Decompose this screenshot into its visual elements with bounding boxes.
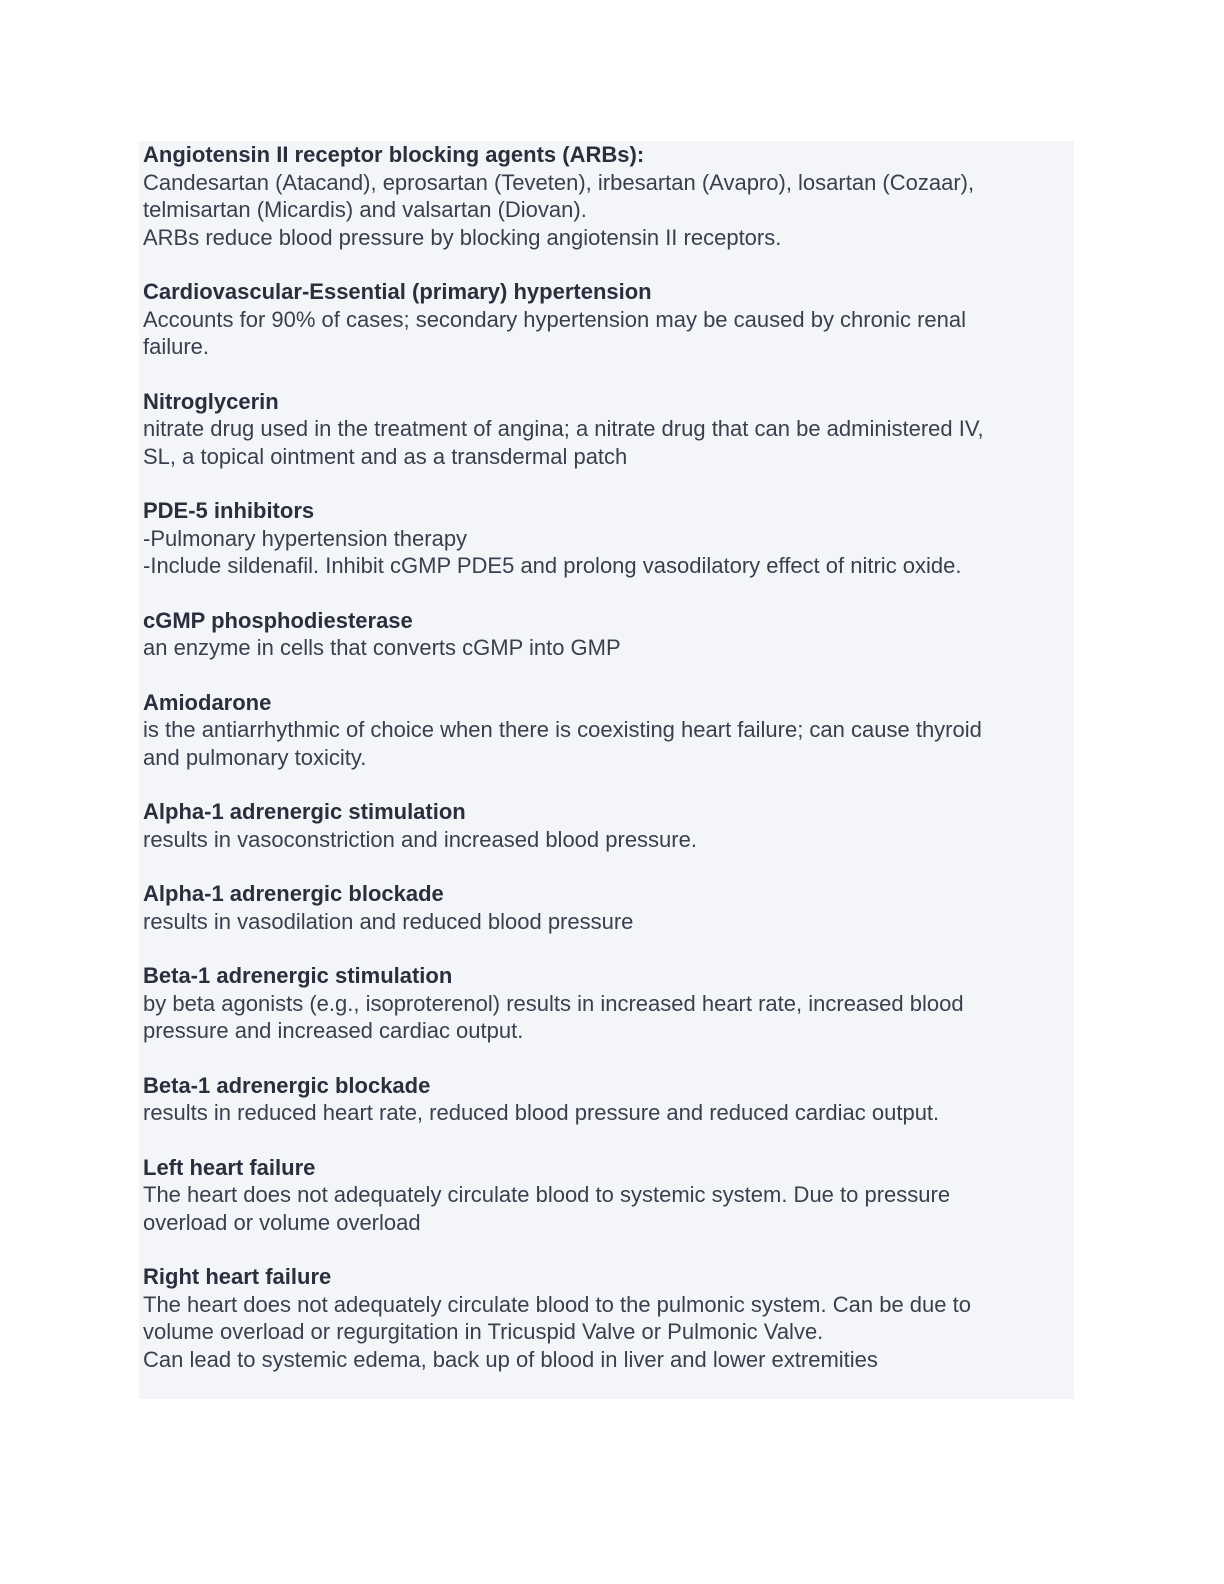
definition-line: -Pulmonary hypertension therapy	[143, 525, 468, 551]
definition-line: telmisartan (Micardis) and valsartan (Diovan).	[143, 197, 587, 222]
definition-line: Accounts for 90% of cases; secondary hypertension may be caused by chronic renal	[143, 306, 967, 332]
definition-line: volume overload or regurgitation in Tricuspid Valve or Pulmonic Valve.	[143, 1319, 824, 1344]
definition-line: ARBs reduce blood pressure by blocking angiotensin II receptors.	[143, 224, 782, 250]
term-heading: Angiotensin II receptor blocking agents (ARBs):	[143, 142, 645, 167]
term-heading: Amiodarone	[143, 689, 272, 715]
flashcard-list	[143, 141, 1068, 1400]
flashcard-entry	[143, 1154, 1068, 1237]
term-heading: Alpha-1 adrenergic stimulation	[143, 799, 466, 824]
definition-line: by beta agonists (e.g., isoproterenol) results in increased heart rate, increased blood	[143, 990, 964, 1016]
flashcard-entry	[143, 1263, 1068, 1373]
definition-line: an enzyme in cells that converts cGMP into GMP	[143, 635, 621, 660]
term-heading: Beta-1 adrenergic stimulation	[143, 963, 453, 988]
flashcard-entry	[143, 141, 1068, 251]
flashcard-entry	[143, 388, 1068, 471]
definition-line: Can lead to systemic edema, back up of blood in liver and lower extremities	[143, 1346, 878, 1372]
flashcard-entry	[143, 607, 1068, 662]
term-heading: Beta-1 adrenergic blockade	[143, 1072, 431, 1098]
flashcard-entry	[143, 962, 1068, 1045]
definition-line: results in reduced heart rate, reduced blood pressure and reduced cardiac output.	[143, 1100, 940, 1125]
flashcard-entry	[143, 689, 1068, 772]
flashcard-entry	[143, 1072, 1068, 1127]
flashcard-entry	[143, 278, 1068, 361]
definition-line: pressure and increased cardiac output.	[143, 1018, 524, 1043]
definition-line: overload or volume overload	[143, 1209, 421, 1235]
flashcard-entry	[143, 880, 1068, 935]
definition-line: results in vasoconstriction and increased blood pressure.	[143, 826, 697, 852]
definition-line: The heart does not adequately circulate blood to the pulmonic system. Can be due to	[143, 1291, 971, 1317]
term-heading: cGMP phosphodiesterase	[143, 607, 413, 633]
term-heading: Right heart failure	[143, 1264, 332, 1289]
definition-line: is the antiarrhythmic of choice when there is coexisting heart failure; can cause thyroid	[143, 717, 982, 742]
definition-line: nitrate drug used in the treatment of angina; a nitrate drug that can be administered IV,	[143, 416, 984, 441]
term-heading: PDE-5 inhibitors	[143, 498, 315, 523]
term-heading: Nitroglycerin	[143, 388, 279, 414]
flashcard-entry	[143, 497, 1068, 580]
definition-line: and pulmonary toxicity.	[143, 744, 367, 770]
term-heading: Alpha-1 adrenergic blockade	[143, 881, 444, 906]
definition-line: Candesartan (Atacand), eprosartan (Teveten), irbesartan (Avapro), losartan (Cozaar),	[143, 169, 975, 195]
definition-line: failure.	[143, 334, 210, 359]
definition-line: results in vasodilation and reduced blood pressure	[143, 908, 634, 934]
flashcard-entry	[143, 798, 1068, 853]
definition-line: The heart does not adequately circulate blood to systemic system. Due to pressure	[143, 1182, 951, 1207]
term-heading: Cardiovascular-Essential (primary) hypertension	[143, 279, 652, 304]
term-heading: Left heart failure	[143, 1154, 316, 1180]
definition-line: -Include sildenafil. Inhibit cGMP PDE5 and prolong vasodilatory effect of nitric oxide.	[143, 553, 962, 578]
definition-line: SL, a topical ointment and as a transdermal patch	[143, 443, 628, 469]
